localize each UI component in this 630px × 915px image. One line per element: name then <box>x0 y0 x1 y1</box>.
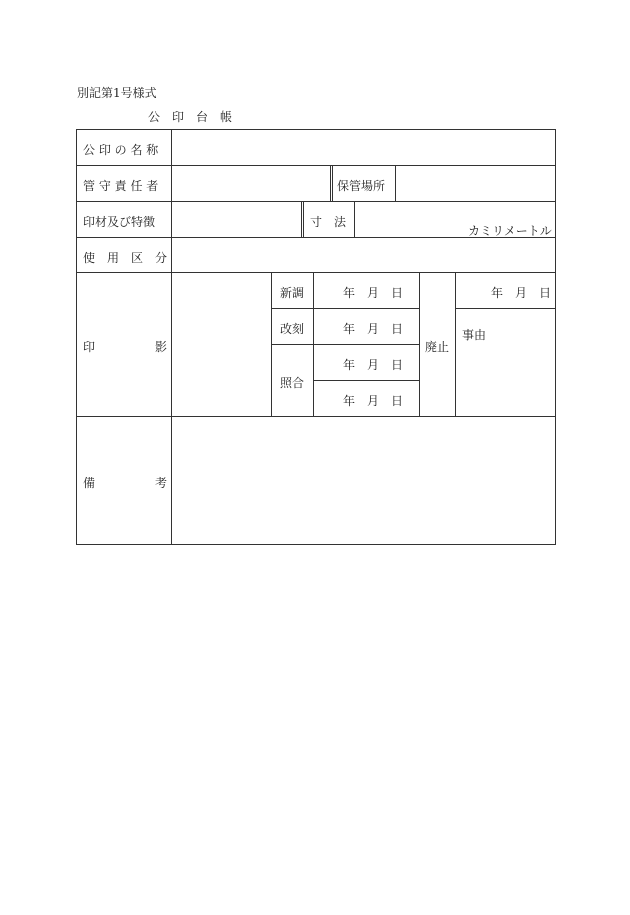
storage-place-field[interactable] <box>396 166 555 200</box>
reason-label: 事由 <box>462 328 487 342</box>
row-divider <box>313 380 419 381</box>
verification-date-2[interactable]: 年 月 日 <box>343 394 404 408</box>
alteration-date[interactable]: 年 月 日 <box>343 322 404 336</box>
cell-divider <box>332 165 333 201</box>
row-divider <box>271 308 419 309</box>
imprint-label-1: 印 <box>83 340 96 354</box>
size-unit: カミリメートル <box>468 224 552 238</box>
new-label: 新調 <box>280 286 305 300</box>
imprint-area[interactable] <box>172 273 270 415</box>
verification-date-1[interactable]: 年 月 日 <box>343 358 404 372</box>
form-title: 公 印 台 帳 <box>148 110 233 124</box>
remarks-label-1: 備 <box>83 476 96 490</box>
cell-divider <box>330 165 331 201</box>
storage-place-label: 保管場所 <box>337 179 386 193</box>
form-designation: 別記第1号様式 <box>77 86 157 100</box>
custodian-field[interactable] <box>172 166 329 200</box>
reason-field[interactable] <box>456 340 555 415</box>
abolition-date[interactable]: 年 月 日 <box>491 286 552 300</box>
cell-divider <box>301 201 302 237</box>
alteration-label: 改刻 <box>280 322 305 336</box>
usage-field[interactable] <box>172 238 555 271</box>
material-label: 印材及び特徴 <box>83 215 156 229</box>
remarks-label-2: 考 <box>155 476 168 490</box>
custodian-label: 管 守 責 任 者 <box>83 179 159 193</box>
size-label: 寸 法 <box>310 215 347 229</box>
name-label: 公 印 の 名 称 <box>83 143 159 157</box>
cell-divider <box>419 272 420 416</box>
material-field[interactable] <box>172 202 300 236</box>
remarks-field[interactable] <box>172 417 555 544</box>
new-date[interactable]: 年 月 日 <box>343 286 404 300</box>
verification-label: 照合 <box>280 376 305 390</box>
cell-divider <box>303 201 304 237</box>
row-divider <box>455 308 556 309</box>
usage-label: 使 用 区 分 <box>83 251 168 265</box>
imprint-label-2: 影 <box>155 340 168 354</box>
row-divider <box>271 344 419 345</box>
row-divider <box>76 272 556 273</box>
abolition-label: 廃止 <box>425 340 450 354</box>
name-field[interactable] <box>172 130 555 164</box>
